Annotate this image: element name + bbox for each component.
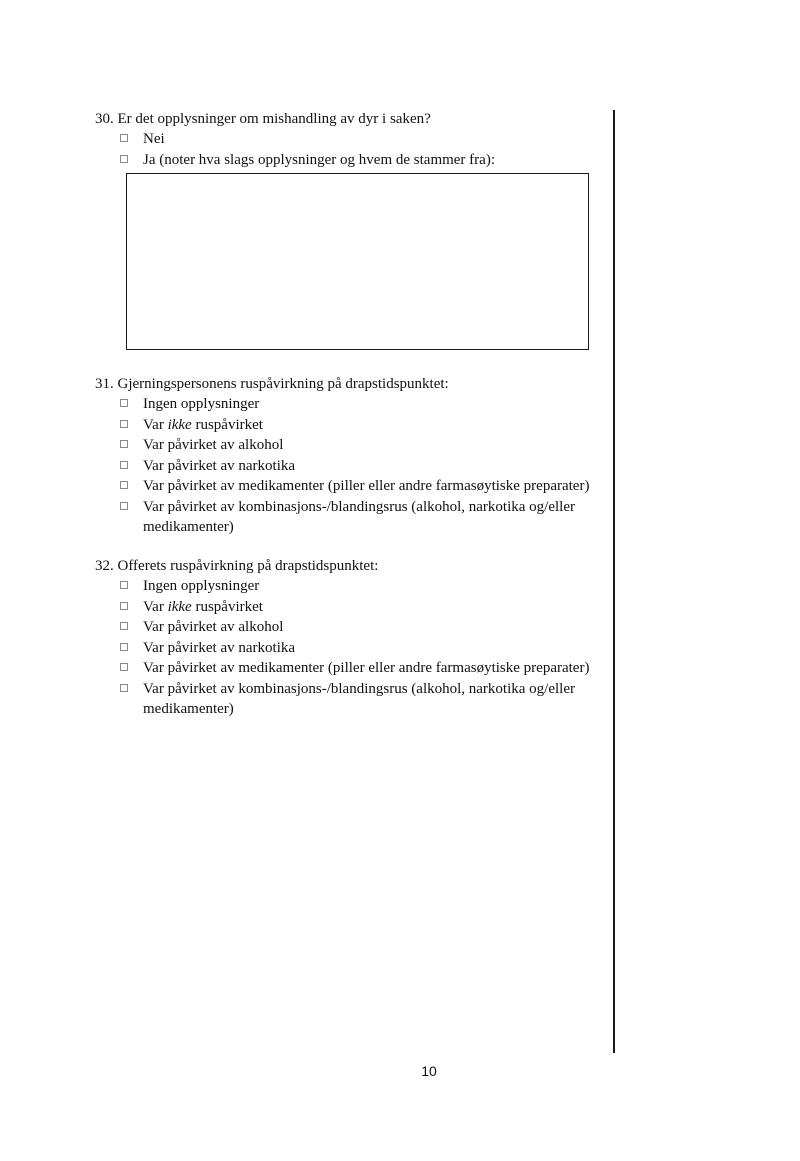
- question-number: 30.: [95, 111, 114, 127]
- question-heading: [95, 109, 600, 129]
- option-ingen-opplysninger[interactable]: [95, 576, 600, 597]
- option-label: Var påvirket av medikamenter (piller eller andre farmasøytiske preparater): [143, 660, 590, 676]
- checkbox-icon[interactable]: [120, 581, 128, 589]
- option-label: Var påvirket av medikamenter (piller eller andre farmasøytiske preparater): [143, 478, 590, 494]
- option-label: Var påvirket av kombinasjons-/blandingsrus (alkohol, narkotika og/eller medikamenter): [143, 680, 575, 717]
- checkbox-icon[interactable]: [120, 502, 128, 510]
- margin-rule: [613, 110, 615, 1053]
- question-text: Er det opplysninger om mishandling av dyr i saken?: [117, 111, 431, 127]
- option-alkohol[interactable]: [95, 435, 600, 456]
- option-label: Var påvirket av alkohol: [143, 437, 284, 453]
- option-label: Nei: [143, 131, 165, 147]
- option-label: Var ikke ruspåvirket: [143, 598, 263, 615]
- checkbox-icon[interactable]: [120, 461, 128, 469]
- checkbox-icon[interactable]: [120, 643, 128, 651]
- question-32: [95, 556, 600, 720]
- option-label: Var ikke ruspåvirket: [143, 416, 263, 433]
- checkbox-icon[interactable]: [120, 481, 128, 489]
- question-text: Offerets ruspåvirkning på drapstidspunktet:: [117, 558, 379, 574]
- question-heading: [95, 374, 600, 394]
- checkbox-icon[interactable]: [120, 134, 128, 142]
- question-31: [95, 374, 600, 538]
- question-heading: [95, 556, 600, 576]
- option-medikamenter[interactable]: [95, 476, 600, 497]
- option-label: Var påvirket av kombinasjons-/blandingsrus (alkohol, narkotika og/eller medikamenter): [143, 498, 575, 535]
- checkbox-icon[interactable]: [120, 399, 128, 407]
- option-narkotika[interactable]: [95, 638, 600, 659]
- option-ikke-ruspavirket[interactable]: [95, 597, 600, 618]
- option-label: Ingen opplysninger: [143, 396, 260, 412]
- checkbox-icon[interactable]: [120, 602, 128, 610]
- checkbox-icon[interactable]: [120, 420, 128, 428]
- checkbox-icon[interactable]: [120, 622, 128, 630]
- checkbox-icon[interactable]: [120, 155, 128, 163]
- option-label: Var påvirket av narkotika: [143, 639, 296, 656]
- question-number: 31.: [95, 376, 114, 392]
- option-label: Var påvirket av alkohol: [143, 619, 284, 635]
- option-label: Ingen opplysninger: [143, 578, 260, 594]
- checkbox-icon[interactable]: [120, 440, 128, 448]
- question-text: Gjerningspersonens ruspåvirkning på drapstidspunktet:: [117, 376, 449, 392]
- checkbox-icon[interactable]: [120, 663, 128, 671]
- question-number: 32.: [95, 558, 114, 574]
- option-alkohol[interactable]: [95, 617, 600, 638]
- option-ikke-ruspavirket[interactable]: [95, 415, 600, 436]
- option-medikamenter[interactable]: [95, 658, 600, 679]
- question-30: [95, 109, 600, 170]
- option-blandingsrus[interactable]: [95, 679, 600, 720]
- option-label: Ja (noter hva slags opplysninger og hvem de stammer fra):: [143, 151, 495, 168]
- option-blandingsrus[interactable]: [95, 497, 600, 538]
- checkbox-icon[interactable]: [120, 684, 128, 692]
- option-nei[interactable]: [95, 129, 600, 150]
- option-label: Var påvirket av narkotika: [143, 457, 296, 474]
- page-number: 10: [421, 1063, 437, 1079]
- free-text-answer-box[interactable]: [126, 173, 589, 350]
- option-ingen-opplysninger[interactable]: [95, 394, 600, 415]
- option-ja[interactable]: [95, 150, 600, 171]
- option-narkotika[interactable]: [95, 456, 600, 477]
